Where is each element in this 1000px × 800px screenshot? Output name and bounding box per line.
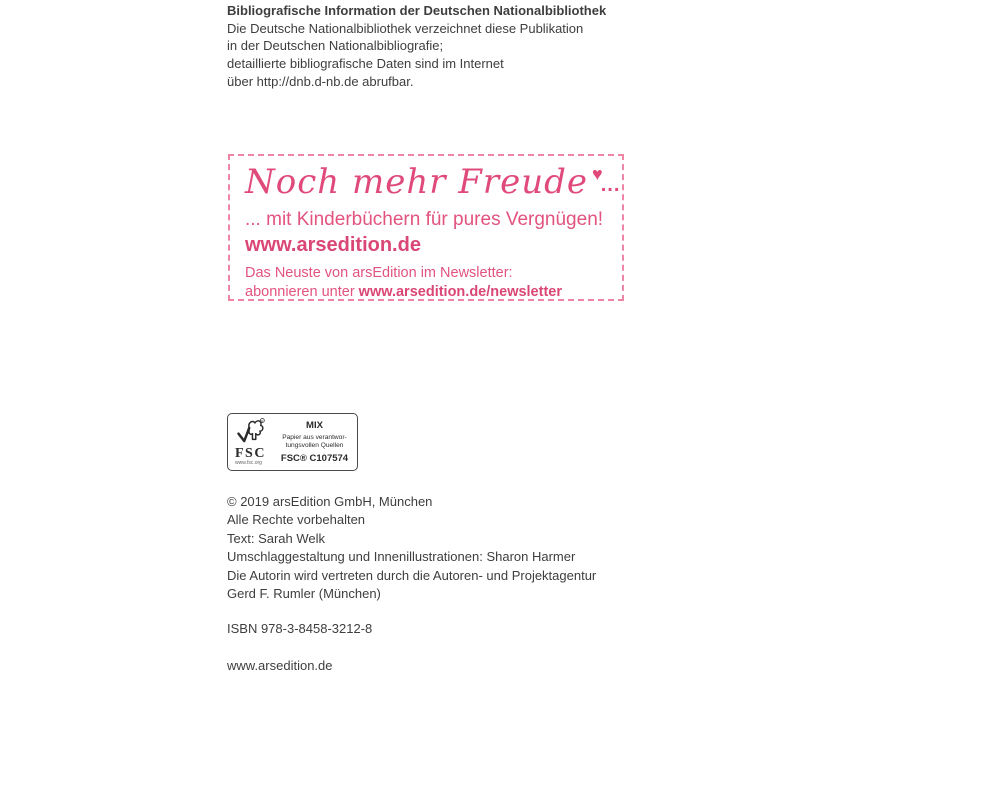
biblio-line: über http://dnb.d-nb.de abrufbar. <box>227 73 414 89</box>
copyright-line: Text: Sarah Welk <box>227 530 326 546</box>
newsletter-subscribe-prefix: abonnieren unter <box>245 284 359 300</box>
publisher-website-url: www.arsedition.de <box>245 234 421 256</box>
promo-headline-row <box>245 162 622 208</box>
bibliographic-info-block <box>227 2 606 91</box>
fsc-tree-checkmark-icon <box>235 418 265 446</box>
fsc-acronym: FSC <box>235 446 266 461</box>
heart-icon: ♥ <box>592 164 603 184</box>
copyright-line: Alle Rechte vorbehalten <box>227 512 366 528</box>
promo-tagline: ... mit Kinderbüchern für pures Vergnügen! <box>245 209 604 230</box>
isbn-number: ISBN 978-3-8458-3212-8 <box>227 621 373 636</box>
fsc-license-number: FSC® C107574 <box>280 453 349 465</box>
ellipsis-text: ... <box>600 174 621 196</box>
biblio-line: Die Deutsche Nationalbibliothek verzeichnet diese Publikation <box>227 20 584 36</box>
copyright-line: Gerd F. Rumler (München) <box>227 586 381 602</box>
copyright-line: Die Autorin wird vertreten durch die Autoren- und Projektagentur <box>227 567 597 583</box>
biblio-line: in der Deutschen Nationalbibliografie; <box>227 38 444 54</box>
newsletter-subscribe-line <box>245 284 622 300</box>
fsc-mix-label: MIX <box>306 420 323 431</box>
promo-headline: Noch mehr Freude <box>245 162 589 202</box>
newsletter-url: www.arsedition.de/newsletter <box>358 284 562 300</box>
fsc-certification-label <box>227 413 358 471</box>
fsc-logo-column <box>228 414 276 470</box>
biblio-line: detaillierte bibliografische Daten sind im Internet <box>227 56 504 72</box>
fsc-source-text: Papier aus verantwor- tungsvollen Quellen <box>282 434 347 449</box>
copyright-block <box>227 493 596 603</box>
fsc-text-column <box>276 414 357 470</box>
publisher-promo-box <box>228 154 624 301</box>
fsc-website: www.fsc.org <box>235 460 262 466</box>
publisher-website-footer: www.arsedition.de <box>227 658 333 673</box>
biblio-heading: Bibliografische Information der Deutschen Nationalbibliothek <box>227 3 607 18</box>
newsletter-line: Das Neuste von arsEdition im Newsletter: <box>245 265 513 281</box>
copyright-line: © 2019 arsEdition GmbH, München <box>227 494 433 509</box>
svg-text:R: R <box>261 418 264 423</box>
copyright-line: Umschlaggestaltung und Innenillustrationen: Sharon Harmer <box>227 549 576 565</box>
